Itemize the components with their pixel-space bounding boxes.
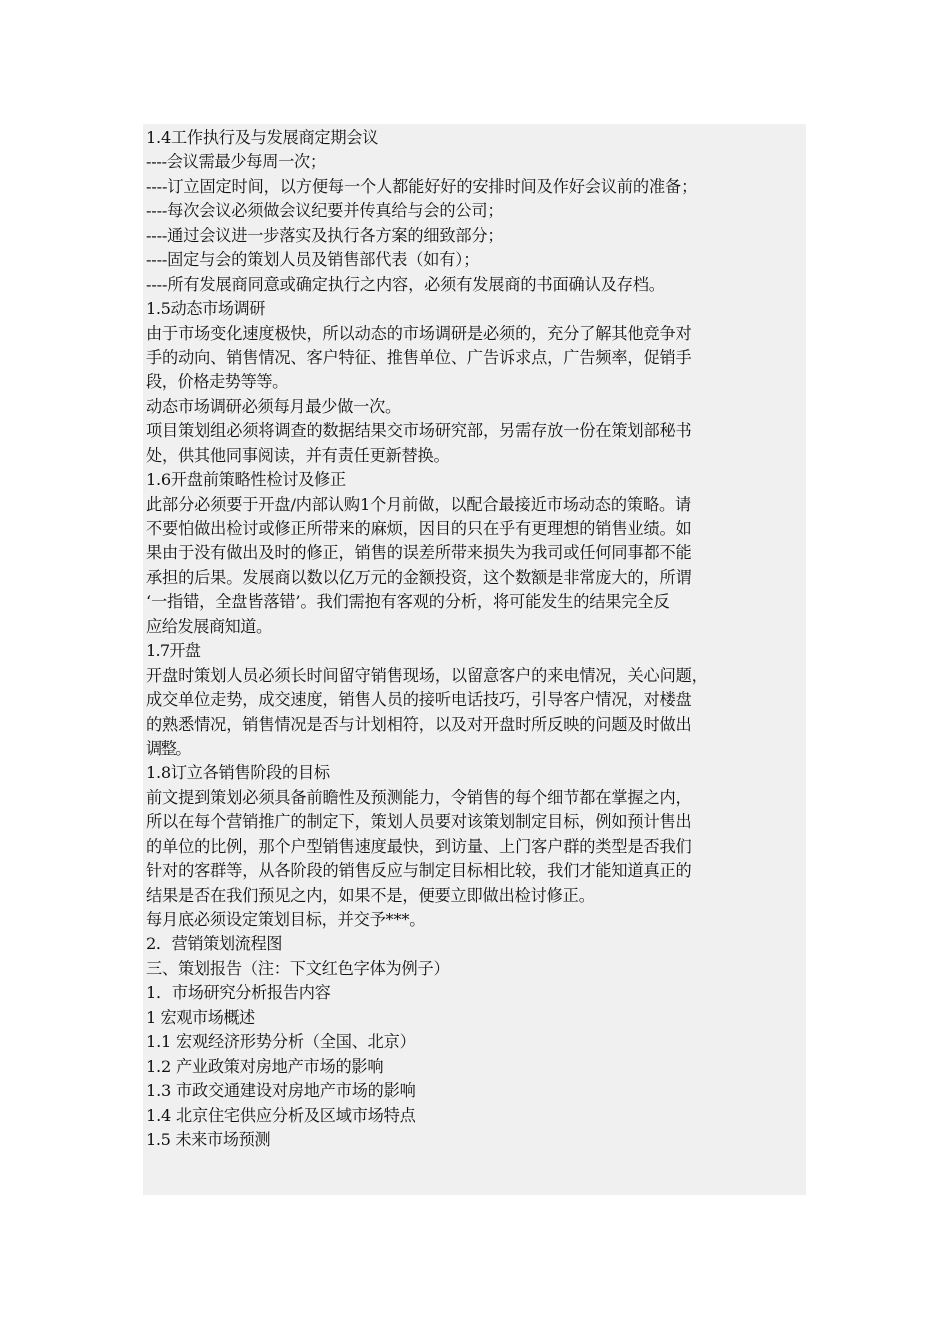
text-line: 每月底必须设定策划目标，并交予***。 <box>146 910 426 929</box>
text-line: 1.6开盘前策略性检讨及修正 <box>146 470 346 490</box>
text-line: 动态市场调研必须每月最少做一次。 <box>146 396 401 416</box>
text-line: 1.8订立各销售阶段的目标 <box>146 763 330 783</box>
text-line: 结果是否在我们预见之内，如果不是，便要立即做出检讨修正。 <box>146 885 595 905</box>
text-line: 1.7开盘 <box>146 641 201 661</box>
text-line: 处，供其他同事阅读，并有责任更新替换。 <box>146 445 450 465</box>
text-line: 应给发展商知道。 <box>146 616 272 636</box>
text-line: ----所有发展商同意或确定执行之内容，必须有发展商的书面确认及存档。 <box>146 274 665 294</box>
text-line: 此部分必须要于开盘/内部认购1个月前做，以配合最接近市场动态的策略。请 <box>146 494 692 514</box>
text-line: 1.2 产业政策对房地产市场的影响 <box>146 1056 384 1076</box>
text-line: ----会议需最少每周一次； <box>146 152 326 172</box>
text-line: ----通过会议进一步落实及执行各方案的细致部分； <box>146 225 504 245</box>
text-line: 调整。 <box>146 738 190 758</box>
text-line: ----每次会议必须做会议纪要并传真给与会的公司； <box>146 201 504 221</box>
text-line: 项目策划组必须将调查的数据结果交市场研究部，另需存放一份在策划部秘书 <box>146 421 692 441</box>
text-line: 承担的后果。发展商以数以亿万元的金额投资，这个数额是非常庞大的，所谓 <box>146 567 692 587</box>
text-line: 开盘时策划人员必须长时间留守销售现场，以留意客户的来电情况，关心问题， <box>146 665 708 685</box>
text-line: 1.5动态市场调研 <box>146 299 266 319</box>
text-line: 果由于没有做出及时的修正，销售的误差所带来损失为我司或任何同事都不能 <box>146 543 692 563</box>
text-line: 由于市场变化速度极快，所以动态的市场调研是必须的，充分了解其他竞争对 <box>146 323 692 343</box>
text-line: 1.4工作执行及与发展商定期会议 <box>146 128 379 147</box>
text-line: 的熟悉情况，销售情况是否与计划相符，以及对开盘时所反映的问题及时做出 <box>146 714 692 734</box>
text-line: 1.3 市政交通建设对房地产市场的影响 <box>146 1081 416 1101</box>
text-line: 段，价格走势等等。 <box>146 372 288 392</box>
text-line: ‘一指错，全盘皆落错’。我们需抱有客观的分析，将可能发生的结果完全反 <box>146 592 670 612</box>
text-line: 1 宏观市场概述 <box>146 1007 255 1027</box>
text-line: 针对的客群等，从各阶段的销售反应与制定目标相比较，我们才能知道真正的 <box>146 861 692 881</box>
text-line: 不要怕做出检讨或修正所带来的麻烦，因目的只在乎有更理想的销售业绩。如 <box>146 519 692 538</box>
text-line: 成交单位走势，成交速度，销售人员的接听电话技巧，引导客户情况，对楼盘 <box>146 690 692 710</box>
text-line: 前文提到策划必须具备前瞻性及预测能力，令销售的每个细节都在掌握之内， <box>146 787 692 807</box>
text-line: 的单位的比例，那个户型销售速度最快，到访量、上门客户群的类型是否我们 <box>146 836 692 856</box>
text-line: ----固定与会的策划人员及销售部代表（如有）； <box>146 250 480 270</box>
text-line: 1.4 北京住宅供应分析及区域市场特点 <box>146 1105 416 1125</box>
document-text-block <box>143 124 806 1195</box>
text-line: 1.5 未来市场预测 <box>146 1129 271 1149</box>
text-line: 手的动向、销售情况、客户特征、推售单位、广告诉求点，广告频率，促销手 <box>146 347 692 367</box>
text-line: 2．营销策划流程图 <box>146 934 282 954</box>
text-line: 1．市场研究分析报告内容 <box>146 983 331 1003</box>
text-line: 所以在每个营销推广的制定下，策划人员要对该策划制定目标，例如预计售出 <box>146 812 692 832</box>
text-line: 1.1 宏观经济形势分析（全国、北京） <box>146 1032 416 1052</box>
text-line: 三、策划报告（注：下文红色字体为例子） <box>146 958 450 978</box>
text-line: ----订立固定时间，以方便每一个人都能好好的安排时间及作好会议前的准备； <box>146 176 698 196</box>
